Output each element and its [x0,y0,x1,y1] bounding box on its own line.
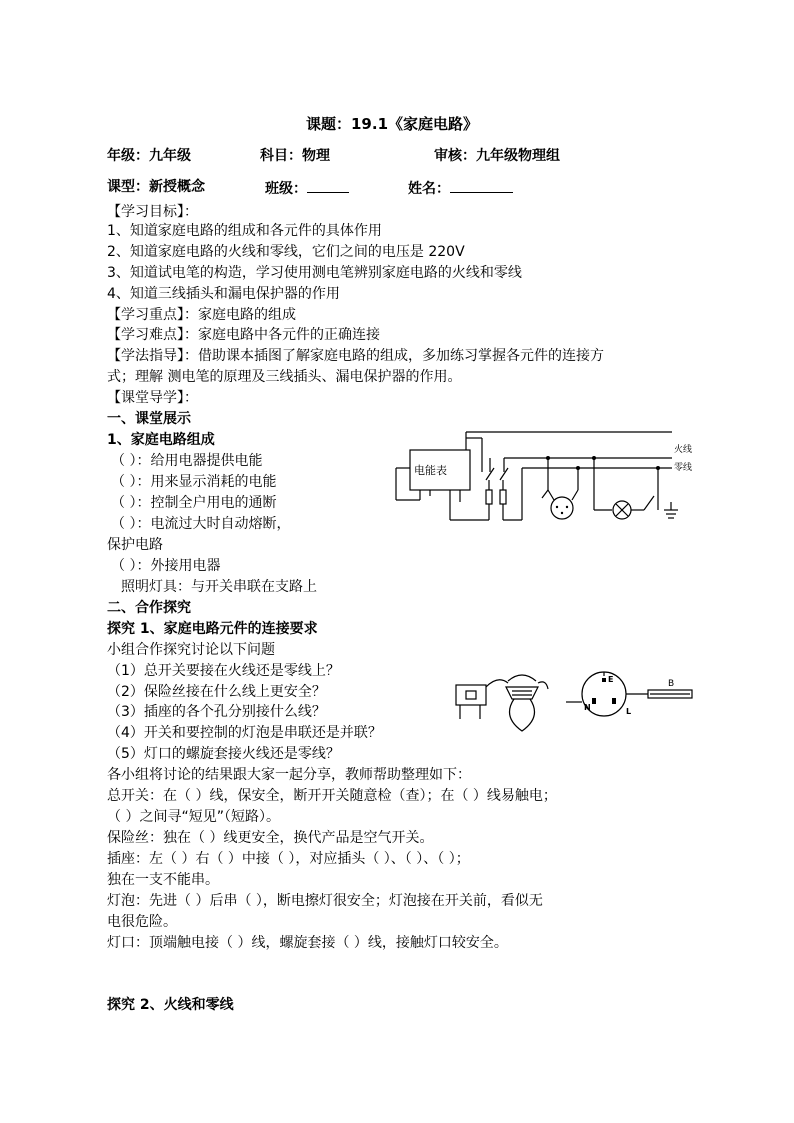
objective-item: 1、知道家庭电路的组成和各元件的具体作用 [107,223,382,239]
method-label: 【学法指导】 [107,348,184,364]
lamp-socket-line: 灯口：顶端触电接（ ）线，螺旋套接（ ）线，接触灯口较安全。 [107,935,508,951]
question-item: （1）总开关要接在火线还是零线上？ [107,663,340,679]
key-point-text: ：家庭电路的组成 [184,307,296,323]
main-switch-line-2: （ ）之间寻“短见”（短路）。 [107,809,280,825]
live-wire-label: 火线 [674,445,693,455]
tester-b-label: B [668,679,675,689]
class-field[interactable] [265,178,349,198]
objective-item: 2、知道家庭电路的火线和零线，它们之间的电压是 220V [107,244,465,260]
question-item: （4）开关和要控制的灯泡是串联还是并联？ [107,725,382,741]
fuse-line: 保险丝：独在（ ）线更安全，换代产品是空气开关。 [107,830,434,846]
question-item: （3）插座的各个孔分别接什么线？ [107,704,326,720]
section1-subheading: 1、家庭电路组成 [107,432,215,448]
terminal-l-label: L [626,707,632,716]
explore1-heading: 探究 1、家庭电路元件的连接要求 [107,621,318,637]
method-line-2: 式；理解 测电笔的原理及三线插头、漏电保护器的作用。 [107,369,462,385]
method-text: ：借助课本插图了解家庭电路的组成，多加练习掌握各元件的连接方 [184,348,604,364]
question-item: （5）灯口的螺旋套接火线还是零线？ [107,746,340,762]
terminal-n-label: N [584,703,591,712]
lesson-type-label: 课型：新授概念 [107,179,205,195]
protect-circuit-text: 保护电路 [107,537,163,553]
name-field[interactable] [408,178,513,198]
socket-symbol [551,497,573,519]
section2-heading: 二、合作探究 [107,600,191,616]
blank-line: （ ）：电流过大时自动熔断， [111,516,291,532]
difficulty-label: 【学习难点】 [107,327,184,343]
blank-line: （ ）：给用电器提供电能 [111,453,263,469]
method-line-1 [107,347,604,365]
terminal-e-label: E [608,675,614,684]
lamp-text: 照明灯具：与开关串联在支路上 [121,579,317,595]
subject-label: 科目：物理 [260,148,330,164]
household-circuit-diagram [382,428,702,528]
bulb-line-1: 灯泡：先进（ ）后串（ ），断电擦灯很安全；灯泡接在开关前，看似无 [107,893,543,909]
grade-label: 年级：九年级 [107,148,191,164]
socket-line-1: 插座：左（ ）右（ ）中接（ ），对应插头（ ）、（ ）、（ ）； [107,851,470,867]
difficulty-text: ：家庭电路中各元件的正确连接 [184,327,380,343]
discussion-intro: 小组合作探究讨论以下问题 [107,642,275,658]
share-text: 各小组将讨论的结果跟大家一起分享，教师帮助整理如下： [107,767,471,783]
objectives-heading: 【学习目标】： [107,204,198,220]
meter-label: 电能表 [414,464,447,477]
objective-item: 4、知道三线插头和漏电保护器的作用 [107,286,340,302]
neutral-wire-label: 零线 [674,463,693,473]
class-label: 班级： [265,181,307,197]
reviewer-label: 审核：九年级物理组 [434,148,560,164]
key-point-label: 【学习重点】 [107,307,184,323]
key-point [107,306,296,324]
objective-item: 3、知道试电笔的构造，学习使用测电笔辨别家庭电路的火线和零线 [107,265,522,281]
bulb-line-2: 电很危险。 [107,914,177,930]
switch-bulb-diagram [452,665,552,737]
blank-line: （ ）：控制全户用电的通断 [111,495,277,511]
section1-heading: 一、课堂展示 [107,411,191,427]
main-switch-line-1: 总开关：在（ ）线，保安全，断开开关随意检（查）；在（ ）线易触电； [107,788,557,804]
difficulty [107,326,380,344]
guide-heading: 【课堂导学】： [107,390,198,406]
name-label: 姓名： [408,181,450,197]
question-item: （2）保险丝接在什么线上更安全？ [107,684,326,700]
blank-line: （ ）：外接用电器 [111,558,221,574]
socket-line-2: 独在一支不能串。 [107,872,219,888]
explore2-heading: 探究 2、火线和零线 [107,997,234,1013]
socket-tester-diagram [566,668,694,728]
blank-line: （ ）：用来显示消耗的电能 [111,474,277,490]
page-title: 课题：19.1《家庭电路》 [306,115,479,133]
